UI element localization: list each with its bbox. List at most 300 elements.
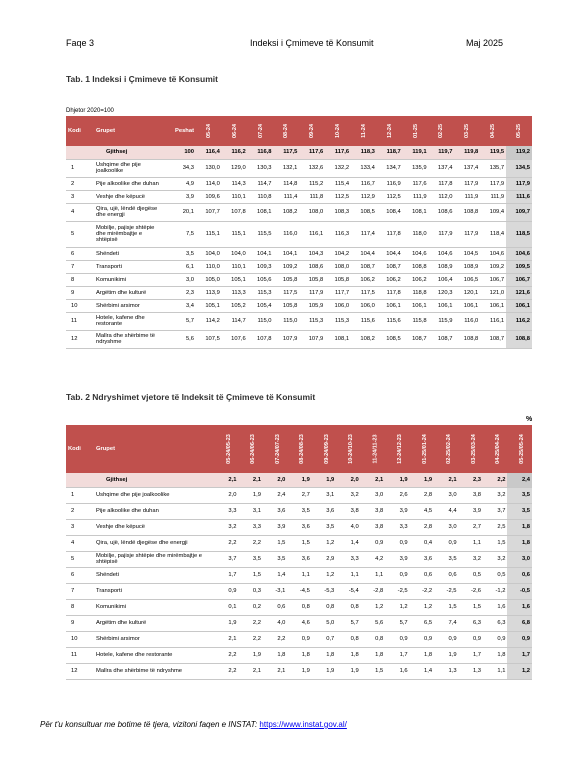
row-weight: 3,4 [166, 299, 196, 312]
value-cell: 0,9 [410, 631, 434, 647]
value-cell: 115,1 [196, 221, 222, 247]
value-cell: 119,7 [429, 146, 455, 159]
value-cell: 108,9 [454, 260, 480, 273]
value-cell: 1,9 [312, 473, 336, 487]
value-cell: 3,0 [361, 487, 385, 503]
value-cell: 3,7 [214, 551, 238, 567]
row-code: 8 [66, 273, 94, 286]
row-code: 1 [66, 159, 94, 177]
value-cell: 1,6 [483, 599, 507, 615]
value-cell: 2,2 [238, 631, 262, 647]
value-cell: 108,0 [299, 203, 325, 221]
value-cell: -0,5 [507, 583, 532, 599]
value-cell: 106,7 [480, 273, 506, 286]
value-cell: 0,9 [385, 567, 409, 583]
value-cell: -3,1 [263, 583, 287, 599]
document-date: Maj 2025 [466, 38, 504, 48]
value-cell: 108,8 [454, 203, 480, 221]
value-cell: 108,7 [480, 330, 506, 348]
value-cell: 119,2 [506, 146, 532, 159]
row-group: Qira, ujë, lëndë djegëse dhe energji [94, 535, 214, 551]
row-code: 7 [66, 260, 94, 273]
value-cell: 117,7 [325, 286, 351, 299]
period-label: 04-25/04-24 [494, 434, 501, 464]
value-cell: 130,0 [196, 159, 222, 177]
period-header [506, 116, 532, 146]
period-header [483, 425, 507, 473]
value-cell: 104,2 [325, 247, 351, 260]
value-cell: 108,0 [325, 260, 351, 273]
value-cell: -2,8 [361, 583, 385, 599]
value-cell: 0,7 [312, 631, 336, 647]
value-cell: 4,0 [263, 615, 287, 631]
period-label: 02-25/02-24 [445, 434, 452, 464]
value-cell: 5,7 [336, 615, 360, 631]
value-cell: 1,8 [483, 647, 507, 663]
value-cell: 5,7 [385, 615, 409, 631]
value-cell: 117,9 [299, 286, 325, 299]
document-title: Indeksi i Çmimeve të Konsumit [250, 38, 374, 48]
table-row [66, 583, 532, 599]
period-label: 01-25 [412, 123, 419, 139]
period-label: 03-25 [464, 123, 471, 139]
value-cell: 117,8 [377, 221, 403, 247]
value-cell: 108,8 [403, 260, 429, 273]
row-code: 2 [66, 503, 94, 519]
period-label: 10-24/10-23 [348, 434, 355, 464]
value-cell: 117,9 [454, 221, 480, 247]
period-header [287, 425, 311, 473]
period-header [299, 116, 325, 146]
table-row [66, 159, 532, 177]
value-cell: 114,7 [248, 177, 274, 190]
period-header [196, 116, 222, 146]
value-cell: 5,6 [361, 615, 385, 631]
value-cell: 3,2 [483, 487, 507, 503]
value-cell: 2,2 [214, 647, 238, 663]
value-cell: 108,5 [351, 203, 377, 221]
table-row [66, 312, 532, 330]
table2-title: Tab. 2 Ndryshimet vjetore të Indeksit të Çmimeve të Konsumit [66, 392, 316, 402]
value-cell: 119,8 [454, 146, 480, 159]
value-cell: 115,0 [274, 312, 300, 330]
value-cell: 2,1 [263, 663, 287, 679]
value-cell: 137,4 [429, 159, 455, 177]
value-cell: 108,6 [429, 203, 455, 221]
value-cell: 1,5 [434, 599, 458, 615]
value-cell: 116,9 [377, 177, 403, 190]
table-row [66, 299, 532, 312]
table-row [66, 615, 532, 631]
value-cell: 1,1 [336, 567, 360, 583]
value-cell: 3,6 [287, 551, 311, 567]
value-cell: 114,8 [274, 177, 300, 190]
row-code [66, 146, 94, 159]
value-cell: 108,2 [351, 330, 377, 348]
row-group: Hotele, kafene dhe restorante [94, 312, 166, 330]
row-code: 6 [66, 247, 94, 260]
value-cell: 107,5 [196, 330, 222, 348]
instat-link[interactable]: https://www.instat.gov.al/ [259, 720, 347, 729]
row-code: 6 [66, 567, 94, 583]
value-cell: 0,3 [238, 583, 262, 599]
value-cell: 104,1 [274, 247, 300, 260]
period-header [429, 116, 455, 146]
value-cell: 111,8 [299, 190, 325, 203]
value-cell: 114,3 [222, 177, 248, 190]
cpi-annual-change-table [66, 425, 532, 680]
value-cell: 2,1 [238, 663, 262, 679]
value-cell: 2,2 [238, 615, 262, 631]
table-row [66, 247, 532, 260]
row-code: 10 [66, 631, 94, 647]
value-cell: 0,9 [459, 631, 483, 647]
value-cell: 1,1 [483, 663, 507, 679]
value-cell: 3,1 [312, 487, 336, 503]
value-cell: -2,2 [410, 583, 434, 599]
value-cell: 3,3 [238, 519, 262, 535]
row-group: Gjithsej [94, 146, 166, 159]
period-label: 12-24/12-23 [397, 434, 404, 464]
value-cell: 104,1 [248, 247, 274, 260]
value-cell: 2,8 [410, 487, 434, 503]
period-label: 08-24/08-23 [299, 434, 306, 464]
period-header [454, 116, 480, 146]
value-cell: 0,8 [361, 631, 385, 647]
value-cell: 0,1 [214, 599, 238, 615]
value-cell: 1,5 [287, 535, 311, 551]
value-cell: 1,9 [385, 473, 409, 487]
value-cell: 106,1 [429, 299, 455, 312]
value-cell: 1,9 [238, 487, 262, 503]
value-cell: 104,6 [506, 247, 532, 260]
row-weight: 5,6 [166, 330, 196, 348]
value-cell: 106,0 [325, 299, 351, 312]
period-header [214, 425, 238, 473]
value-cell: 3,0 [434, 519, 458, 535]
table-row [66, 599, 532, 615]
period-label: 06-24 [231, 123, 238, 139]
period-header [263, 425, 287, 473]
row-weight: 6,1 [166, 260, 196, 273]
row-code [66, 473, 94, 487]
table-row [66, 473, 532, 487]
row-weight: 100 [166, 146, 196, 159]
value-cell: 0,9 [361, 535, 385, 551]
row-weight: 5,7 [166, 312, 196, 330]
value-cell: 0,9 [214, 583, 238, 599]
value-cell: 0,8 [336, 631, 360, 647]
table-row [66, 503, 532, 519]
value-cell: 1,2 [410, 599, 434, 615]
value-cell: 106,2 [377, 273, 403, 286]
row-weight: 20,1 [166, 203, 196, 221]
period-label: 04-25 [490, 123, 497, 139]
value-cell: 3,5 [263, 551, 287, 567]
value-cell: 116,0 [454, 312, 480, 330]
value-cell: 114,0 [196, 177, 222, 190]
value-cell: 3,8 [361, 519, 385, 535]
row-group: Mobilje, pajisje shtëpie dhe mirëmbajtje e shtëpisë [94, 221, 166, 247]
value-cell: -5,3 [312, 583, 336, 599]
value-cell: 0,5 [459, 567, 483, 583]
row-group: Komunikimi [94, 599, 214, 615]
value-cell: 117,5 [274, 146, 300, 159]
value-cell: 104,6 [429, 247, 455, 260]
value-cell: 107,9 [299, 330, 325, 348]
table-row [66, 273, 532, 286]
value-cell: 3,0 [507, 551, 532, 567]
value-cell: 109,5 [506, 260, 532, 273]
value-cell: 1,3 [434, 663, 458, 679]
value-cell: 108,7 [429, 330, 455, 348]
value-cell: 3,0 [434, 487, 458, 503]
row-group: Komunikimi [94, 273, 166, 286]
value-cell: 104,6 [480, 247, 506, 260]
value-cell: 105,6 [248, 273, 274, 286]
value-cell: 1,5 [361, 663, 385, 679]
period-label: 10-24 [335, 123, 342, 139]
value-cell: 109,4 [480, 203, 506, 221]
value-cell: 3,8 [361, 503, 385, 519]
value-cell: 2,1 [214, 631, 238, 647]
value-cell: 2,8 [410, 519, 434, 535]
row-group: Hotele, kafene dhe restorante [94, 647, 214, 663]
row-group: Shërbimi arsimor [94, 299, 166, 312]
value-cell: 118,8 [403, 286, 429, 299]
value-cell: 105,2 [222, 299, 248, 312]
value-cell: 111,9 [403, 190, 429, 203]
value-cell: 1,4 [263, 567, 287, 583]
table-row [66, 647, 532, 663]
row-group: Shëndeti [94, 247, 166, 260]
value-cell: 2,9 [312, 551, 336, 567]
value-cell: 1,4 [410, 663, 434, 679]
value-cell: 118,5 [506, 221, 532, 247]
table2-unit: % [526, 416, 533, 423]
value-cell: 1,1 [459, 535, 483, 551]
value-cell: 0,9 [434, 631, 458, 647]
value-cell: 1,5 [459, 599, 483, 615]
value-cell: -5,4 [336, 583, 360, 599]
row-code: 11 [66, 312, 94, 330]
value-cell: 120,3 [429, 286, 455, 299]
value-cell: 0,4 [410, 535, 434, 551]
value-cell: 132,2 [325, 159, 351, 177]
value-cell: 2,2 [483, 473, 507, 487]
value-cell: 108,1 [325, 330, 351, 348]
value-cell: 1,2 [312, 535, 336, 551]
value-cell: 109,2 [480, 260, 506, 273]
table1-base-note: Dhjetor 2020=100 [66, 108, 114, 114]
row-group: Mobilje, pajisje shtëpie dhe mirëmbajtje e shtëpisë [94, 551, 214, 567]
value-cell: 4,6 [287, 615, 311, 631]
value-cell: 117,5 [274, 286, 300, 299]
value-cell: 3,5 [434, 551, 458, 567]
value-cell: 3,9 [459, 503, 483, 519]
period-label: 07-24 [257, 123, 264, 139]
value-cell: 108,1 [248, 203, 274, 221]
value-cell: 0,2 [238, 599, 262, 615]
value-cell: 106,1 [506, 299, 532, 312]
value-cell: 4,2 [361, 551, 385, 567]
value-cell: 117,8 [429, 177, 455, 190]
value-cell: 106,1 [454, 299, 480, 312]
value-cell: 107,7 [196, 203, 222, 221]
value-cell: 3,3 [336, 551, 360, 567]
row-weight: 3,9 [166, 190, 196, 203]
value-cell: 117,6 [325, 146, 351, 159]
row-weight: 34,3 [166, 159, 196, 177]
value-cell: 5,0 [312, 615, 336, 631]
row-group: Transporti [94, 260, 166, 273]
value-cell: 108,7 [377, 260, 403, 273]
value-cell: 117,4 [351, 221, 377, 247]
period-label: 11-24/11-23 [372, 434, 379, 464]
value-cell: 116,7 [351, 177, 377, 190]
row-group: Qira, ujë, lëndë djegëse dhe energji [94, 203, 166, 221]
row-group: Veshje dhe këpucë [94, 190, 166, 203]
value-cell: 1,8 [410, 647, 434, 663]
value-cell: 3,6 [263, 503, 287, 519]
value-cell: 0,8 [336, 599, 360, 615]
row-group: Veshje dhe këpucë [94, 519, 214, 535]
value-cell: 0,9 [434, 535, 458, 551]
row-group: Transporti [94, 583, 214, 599]
row-group: Pije alkoolike dhe duhan [94, 177, 166, 190]
value-cell: 110,8 [248, 190, 274, 203]
row-code: 9 [66, 615, 94, 631]
value-cell: 1,9 [410, 473, 434, 487]
row-group: Mallra dhe shërbime të ndryshme [94, 663, 214, 679]
value-cell: -2,6 [459, 583, 483, 599]
value-cell: 105,4 [248, 299, 274, 312]
value-cell: 1,5 [238, 567, 262, 583]
value-cell: 6,3 [483, 615, 507, 631]
value-cell: 108,5 [377, 330, 403, 348]
value-cell: 104,4 [351, 247, 377, 260]
value-cell: 132,1 [274, 159, 300, 177]
value-cell: 120,1 [454, 286, 480, 299]
value-cell: 1,2 [385, 599, 409, 615]
value-cell: 6,8 [507, 615, 532, 631]
row-code: 12 [66, 663, 94, 679]
value-cell: 119,5 [480, 146, 506, 159]
value-cell: 105,9 [299, 299, 325, 312]
period-header [222, 116, 248, 146]
value-cell: 1,8 [361, 647, 385, 663]
value-cell: 104,3 [299, 247, 325, 260]
table-row [66, 487, 532, 503]
value-cell: 108,4 [377, 203, 403, 221]
value-cell: 116,1 [480, 312, 506, 330]
value-cell: 113,9 [196, 286, 222, 299]
period-header [325, 116, 351, 146]
value-cell: 118,4 [480, 221, 506, 247]
table-row [66, 286, 532, 299]
period-header [459, 425, 483, 473]
value-cell: 105,8 [299, 273, 325, 286]
value-cell: 2,1 [214, 473, 238, 487]
value-cell: 3,3 [214, 503, 238, 519]
value-cell: 1,7 [459, 647, 483, 663]
value-cell: 1,2 [507, 663, 532, 679]
value-cell: 2,1 [238, 473, 262, 487]
value-cell: 107,6 [222, 330, 248, 348]
value-cell: 1,9 [434, 647, 458, 663]
value-cell: 3,7 [483, 503, 507, 519]
cpi-index-table [66, 116, 532, 349]
kodi-header: Kodi [66, 425, 94, 473]
row-code: 4 [66, 535, 94, 551]
value-cell: 104,4 [377, 247, 403, 260]
row-code: 11 [66, 647, 94, 663]
value-cell: 106,0 [351, 299, 377, 312]
value-cell: 0,9 [385, 631, 409, 647]
period-header [312, 425, 336, 473]
period-header [238, 425, 262, 473]
period-header [403, 116, 429, 146]
value-cell: 0,8 [287, 599, 311, 615]
period-header [507, 425, 532, 473]
value-cell: 112,5 [377, 190, 403, 203]
value-cell: 3,9 [385, 551, 409, 567]
value-cell: 106,1 [403, 299, 429, 312]
value-cell: 113,3 [222, 286, 248, 299]
value-cell: 107,8 [222, 203, 248, 221]
value-cell: 1,7 [507, 647, 532, 663]
value-cell: 1,1 [287, 567, 311, 583]
value-cell: 1,5 [263, 535, 287, 551]
value-cell: 115,9 [429, 312, 455, 330]
row-group: Argëtim dhe kulturë [94, 286, 166, 299]
row-code: 9 [66, 286, 94, 299]
value-cell: 121,0 [480, 286, 506, 299]
value-cell: 115,8 [403, 312, 429, 330]
period-header [377, 116, 403, 146]
value-cell: 3,6 [312, 503, 336, 519]
value-cell: 0,8 [312, 599, 336, 615]
value-cell: 115,5 [248, 221, 274, 247]
value-cell: 130,3 [248, 159, 274, 177]
value-cell: 109,7 [506, 203, 532, 221]
value-cell: 114,2 [196, 312, 222, 330]
value-cell: 3,8 [336, 503, 360, 519]
value-cell: 105,8 [274, 299, 300, 312]
value-cell: 129,0 [222, 159, 248, 177]
value-cell: 6,3 [459, 615, 483, 631]
value-cell: 117,8 [377, 286, 403, 299]
row-weight: 3,5 [166, 247, 196, 260]
value-cell: 114,7 [222, 312, 248, 330]
value-cell: 3,2 [336, 487, 360, 503]
value-cell: 1,6 [385, 663, 409, 679]
value-cell: 115,3 [248, 286, 274, 299]
row-group: Ushqime dhe pije joalkoolike [94, 487, 214, 503]
value-cell: 2,0 [263, 473, 287, 487]
value-cell: 109,2 [274, 260, 300, 273]
table-row [66, 567, 532, 583]
value-cell: 2,0 [336, 473, 360, 487]
period-label: 11-24 [360, 124, 367, 138]
value-cell: -1,2 [483, 583, 507, 599]
value-cell: 3,3 [385, 519, 409, 535]
value-cell: 115,3 [325, 312, 351, 330]
value-cell: 118,3 [351, 146, 377, 159]
value-cell: 3,5 [287, 503, 311, 519]
value-cell: 107,9 [274, 330, 300, 348]
value-cell: 1,4 [336, 535, 360, 551]
